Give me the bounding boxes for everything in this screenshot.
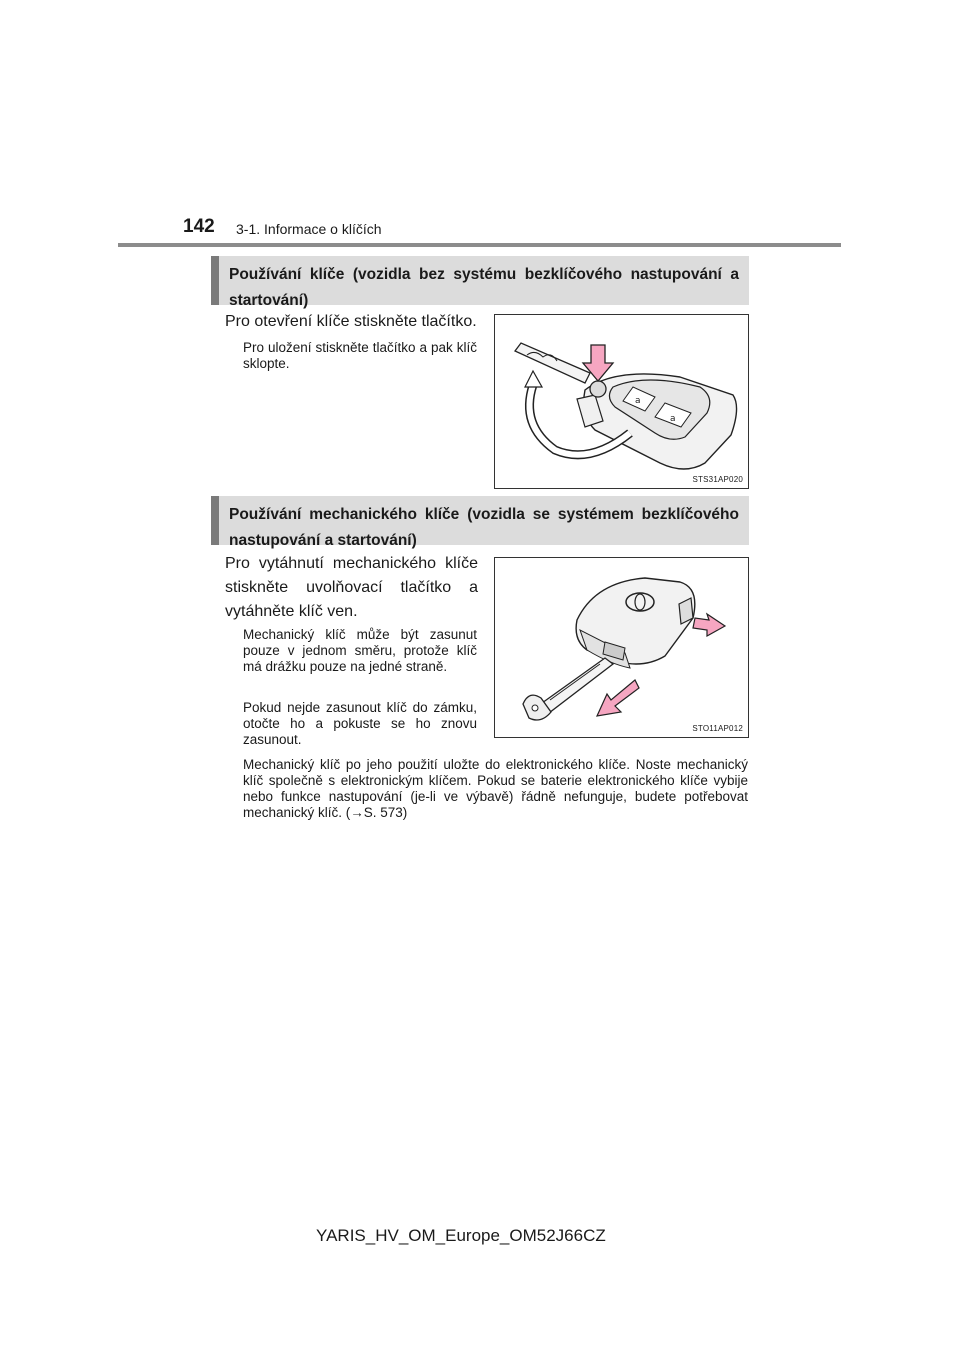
figure-code: STS31AP020: [692, 475, 743, 484]
flip-key-illustration: [495, 315, 748, 488]
note-turn-key: Pokud nejde zasunout klíč do zámku, otočte ho a pokuste se ho znovu zasunout.: [243, 700, 477, 747]
section-label: 3-1. Informace o klíčích: [236, 221, 382, 237]
footer-doc-id: YARIS_HV_OM_Europe_OM52J66CZ: [316, 1226, 606, 1245]
instruction-open-key: Pro otevření klíče stiskněte tlačítko.: [225, 313, 477, 330]
figure-mechanical-key: [494, 557, 749, 738]
section-title-mechanical-key: Používání mechanického klíče (vozidla se systémem bezklíčového nastupování a startování): [211, 496, 749, 545]
svg-text:a: a: [670, 414, 676, 424]
note-store-key: Mechanický klíč po jeho použití uložte do elektronického klíče. Noste mechanický klíč společně s elektronickým klíčem. Pokud se baterie elektronického klíče vybije nebo funkce nastupování (je-li ve výbavě) řádně nefunguje, budete potřebovat mechanický klíč. (→S. 573): [243, 757, 748, 820]
mechanical-key-illustration: [495, 558, 748, 737]
note-fold-key: Pro uložení stiskněte tlačítko a pak klíč sklopte.: [243, 340, 477, 371]
section-title-key-usage: Používání klíče (vozidla bez systému bezklíčového nastupování a startování): [211, 256, 749, 305]
header-rule: [118, 243, 841, 247]
svg-text:a: a: [635, 396, 641, 406]
note-one-direction: Mechanický klíč může být zasunut pouze v jednom směru, protože klíč má drážku pouze na jedné straně.: [243, 627, 477, 674]
figure-flip-key: [494, 314, 749, 489]
page-number: 142: [183, 216, 215, 237]
figure-code: STO11AP012: [692, 724, 743, 733]
instruction-pull-key: Pro vytáhnutí mechanického klíče stiskněte uvolňovací tlačítko a vytáhněte klíč ven.: [225, 555, 478, 620]
